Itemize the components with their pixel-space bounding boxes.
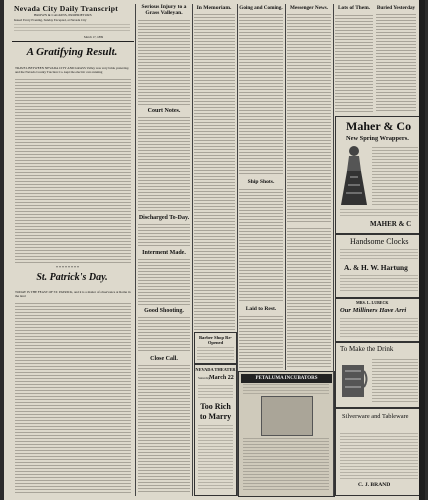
lady-illustration [340, 145, 368, 207]
ad-maher-co [335, 116, 423, 234]
handsome-clocks: Handsome Clocks [350, 237, 409, 246]
masthead-details [14, 24, 130, 32]
clocks-body [340, 249, 418, 261]
article-discharged-body [138, 224, 190, 248]
maher-special [340, 209, 418, 217]
headline-court-notes: Court Notes. [147, 108, 181, 114]
headline-in-memoriam: In Memoriam. [196, 5, 232, 11]
barber-body [197, 347, 234, 361]
milliners-title: Our Milliners Have Arri [340, 307, 407, 314]
lubeck: MRS. L. LUBECK [356, 300, 389, 305]
article-good-shooting-body [138, 317, 190, 353]
theater-date: March 22 [209, 375, 234, 381]
theater-date-word: Saturday [198, 376, 211, 380]
newspaper-page [4, 0, 425, 500]
theater-details [198, 425, 233, 491]
headline-messenger-news: Messenger News. [290, 5, 328, 11]
article-in-memoriam-body [194, 14, 235, 330]
headline-good-shooting: Good Shooting. [144, 308, 184, 314]
headline-lots-of-them: Lots of Them. [337, 5, 371, 11]
spring-wrappers: New Spring Wrappers. [346, 135, 409, 142]
article-lots-body [335, 15, 373, 113]
headline-ship-shots: Ship Shots. [247, 179, 275, 185]
headline-going-coming: Going and Coming. [239, 5, 283, 11]
headline-close-call: Close Call. [150, 356, 178, 362]
headline-st-patricks-day: St. Patrick's Day. [36, 272, 108, 283]
theater-name: NEVADA THEATER [195, 367, 236, 372]
hartung-name: A. & H. W. Hartung [344, 263, 408, 272]
maher-footer: MAHER & C [370, 220, 412, 228]
article2-lead: TODAY IS THE FEAST OF ST. PATRICK, and it is a matter of observance at Rome in the land [15, 290, 131, 298]
ad-drink [335, 342, 423, 408]
ad-silverware [335, 408, 423, 496]
article-buried-body [376, 14, 416, 113]
headline-laid-to-rest: Laid to Rest. [245, 306, 277, 312]
theater-cast [198, 385, 233, 399]
headline-serious-injury: Serious Injury to a Grass Valleyan. [141, 4, 187, 16]
brand-name: C. J. BRAND [358, 482, 391, 488]
masthead-title: Nevada City Daily Transcript [14, 4, 119, 13]
drink-title: To Make the Drink [340, 345, 394, 353]
maher-body [372, 147, 418, 207]
hartung-body [340, 275, 418, 293]
article-ship-shots-body [239, 189, 283, 303]
masthead-rule [12, 41, 134, 42]
article-court-notes-body [138, 117, 190, 213]
headline-interment: Interment Made. [142, 250, 186, 256]
play-title-2: to Marry [199, 412, 232, 421]
ad-milliners [335, 298, 423, 342]
drink-body [372, 359, 418, 403]
play-title-1: Too Rich [200, 402, 231, 411]
barber-title: Barber Shop Re-Opened [198, 335, 233, 345]
ad-barber-shop [194, 332, 237, 364]
milliners-body [340, 318, 418, 338]
incubator-title: PETALUMA INCUBATORS [241, 374, 332, 383]
article-messenger-body-2 [287, 228, 331, 368]
ad-nevada-theater [194, 364, 237, 496]
article-laid-to-rest-body [239, 316, 283, 368]
article-messenger-body [287, 14, 331, 224]
incubator-body [243, 438, 329, 492]
article-going-coming-body [239, 14, 283, 176]
article-interment-body [138, 259, 190, 306]
article-serious-injury-body [138, 20, 190, 106]
silverware-body [340, 433, 418, 479]
maher-header: Maher & Co [346, 119, 412, 133]
ad-petaluma-incubators [238, 371, 335, 497]
masthead-proprietors: BROWN & CALKINS, PROPRIETORS [34, 13, 92, 17]
article-close-call-body [138, 365, 190, 493]
article-lead: TRAVEL BETWEEN NEVADA CITY AND GRASS Valley was very brisk yesterday, and the Nevada County Traction Co. kept the electric cars running [15, 66, 130, 74]
incubator-illustration [261, 396, 313, 436]
masthead-published: Issued Every Evening, Sunday Excepted, at Nevada City [14, 18, 87, 22]
cup-illustration [340, 359, 368, 401]
headline-discharged: Discharged To-Day. [138, 215, 190, 221]
ad-hartung [335, 234, 423, 298]
silverware-title: Silverware and Tableware [342, 413, 409, 420]
separator-stars: * * * * * * * * [56, 265, 79, 270]
headline-gratifying-result: A Gratifying Result. [26, 46, 118, 58]
headline-buried-yesterday: Buried Yesterday [376, 5, 416, 11]
article-st-patrick-body [15, 303, 131, 493]
incubator-subtitle [243, 384, 329, 394]
masthead-date: March 17, 1899 [84, 35, 104, 39]
article-gratifying-body [15, 79, 131, 265]
